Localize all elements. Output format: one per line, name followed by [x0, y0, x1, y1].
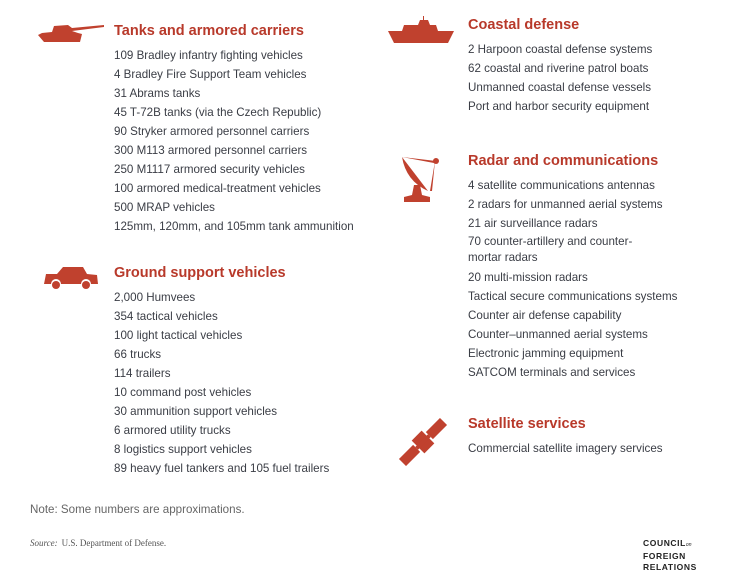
- list-item: 125mm, 120mm, and 105mm tank ammunition: [114, 220, 354, 233]
- tank-icon: [38, 22, 106, 44]
- logo-line: FOREIGN: [643, 551, 686, 561]
- list-item: 30 ammunition support vehicles: [114, 405, 278, 418]
- item-list: [114, 288, 329, 478]
- logo-on: on: [685, 542, 692, 548]
- section-radar: [468, 152, 677, 382]
- list-item: 2,000 Humvees: [114, 291, 196, 304]
- list-item: 89 heavy fuel tankers and 105 fuel trailers: [114, 462, 330, 475]
- list-item: Commercial satellite imagery services: [468, 442, 663, 455]
- list-item: 250 M1117 armored security vehicles: [114, 163, 305, 176]
- section-satellite: [468, 415, 663, 458]
- list-item: 500 MRAP vehicles: [114, 201, 215, 214]
- section-title: Radar and communications: [468, 153, 659, 169]
- source: [30, 538, 166, 548]
- list-item: 300 M113 armored personnel carriers: [114, 144, 308, 157]
- source-text: U.S. Department of Defense.: [61, 538, 167, 548]
- list-item: 2 radars for unmanned aerial systems: [468, 198, 663, 211]
- section-title: Satellite services: [468, 416, 586, 432]
- list-item: 354 tactical vehicles: [114, 310, 218, 323]
- list-item: 4 Bradley Fire Support Team vehicles: [114, 68, 307, 81]
- list-item: SATCOM terminals and services: [468, 366, 636, 379]
- item-list: [468, 176, 677, 382]
- note: Note: Some numbers are approximations.: [30, 503, 245, 516]
- section-ground: [114, 264, 329, 478]
- list-item: Counter–unmanned aerial systems: [468, 328, 648, 341]
- list-item: 10 command post vehicles: [114, 386, 252, 399]
- item-list: [114, 46, 354, 236]
- humvee-icon: [43, 266, 99, 290]
- list-item: 100 armored medical-treatment vehicles: [114, 182, 321, 195]
- list-item: 114 trailers: [114, 367, 171, 380]
- list-item: 8 logistics support vehicles: [114, 443, 252, 456]
- satellite-icon: [398, 418, 448, 466]
- list-item: 100 light tactical vehicles: [114, 329, 243, 342]
- list-item: 21 air surveillance radars: [468, 217, 598, 230]
- cfr-logo: [643, 538, 697, 573]
- list-item: 109 Bradley infantry fighting vehicles: [114, 49, 303, 62]
- section-title: Tanks and armored carriers: [114, 23, 304, 39]
- list-item: 4 satellite communications antennas: [468, 179, 655, 192]
- ship-icon: [388, 16, 454, 44]
- list-item: Counter air defense capability: [468, 309, 622, 322]
- list-item: 62 coastal and riverine patrol boats: [468, 62, 649, 75]
- list-item: Tactical secure communications systems: [468, 290, 678, 303]
- list-item: Electronic jamming equipment: [468, 347, 624, 360]
- logo-line: RELATIONS: [643, 562, 697, 572]
- list-item: 66 trucks: [114, 348, 162, 361]
- list-item: Port and harbor security equipment: [468, 100, 650, 113]
- list-item: 2 Harpoon coastal defense systems: [468, 43, 653, 56]
- list-item: Unmanned coastal defense vessels: [468, 81, 652, 94]
- section-coastal: [468, 16, 652, 116]
- list-item: 70 counter-artillery and counter-mortar radars: [468, 235, 633, 264]
- section-title: Ground support vehicles: [114, 265, 286, 281]
- radar-dish-icon: [400, 155, 440, 203]
- logo-line: COUNCIL: [643, 538, 686, 548]
- list-item: 6 armored utility trucks: [114, 424, 231, 437]
- section-tanks: [114, 22, 354, 236]
- item-list: [468, 40, 652, 116]
- section-title: Coastal defense: [468, 17, 580, 33]
- list-item: 45 T-72B tanks (via the Czech Republic): [114, 106, 322, 119]
- list-item: 31 Abrams tanks: [114, 87, 201, 100]
- list-item: 20 multi-mission radars: [468, 271, 588, 284]
- source-label: Source:: [30, 538, 58, 548]
- list-item: 90 Stryker armored personnel carriers: [114, 125, 310, 138]
- item-list: [468, 439, 663, 458]
